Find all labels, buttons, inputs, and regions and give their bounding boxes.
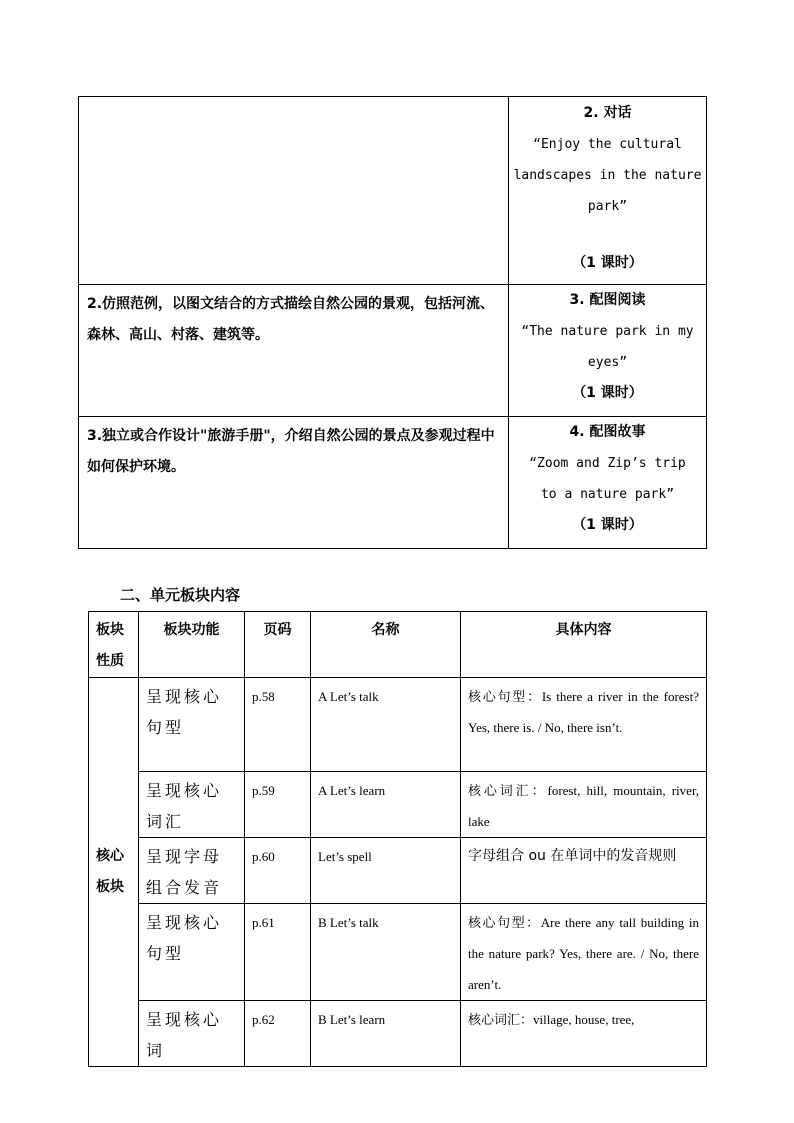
lesson-line: “Enjoy the cultural bbox=[533, 137, 682, 152]
function-cell: 呈现核心句型 bbox=[139, 904, 245, 1001]
table-row bbox=[89, 1001, 707, 1067]
section-title: 二、单元板块内容 bbox=[120, 586, 241, 604]
lesson-hours: （1 课时） bbox=[572, 517, 643, 533]
function-cell: 呈现字母组合发音 bbox=[139, 838, 245, 904]
page-cell: p.62 bbox=[245, 1001, 311, 1067]
content-cell: 核心词汇：village, house, tree, bbox=[461, 1001, 707, 1067]
header-cell: 具体内容 bbox=[461, 612, 707, 678]
header-cell: 板块性质 bbox=[89, 612, 139, 678]
page-cell: p.58 bbox=[245, 678, 311, 772]
function-cell: 呈现核心词汇 bbox=[139, 772, 245, 838]
unit-content-table bbox=[88, 611, 707, 1067]
lesson-line: “Zoom and Zip’s trip bbox=[529, 456, 686, 471]
header-row bbox=[89, 612, 707, 678]
page-cell: p.60 bbox=[245, 838, 311, 904]
header-cell: 板块功能 bbox=[139, 612, 245, 678]
lesson-title: 4. 配图故事 bbox=[569, 424, 646, 440]
lesson-hours: （1 课时） bbox=[572, 255, 643, 271]
lesson-title: 3. 配图阅读 bbox=[569, 292, 646, 308]
content-cell: 核心句型：Is there a river in the forest? Yes, there is. / No, there isn’t. bbox=[461, 678, 707, 772]
goal-cell: 2.仿照范例，以图文结合的方式描绘自然公园的景观，包括河流、森林、高山、村落、建筑等。 bbox=[79, 285, 509, 417]
lesson-cell bbox=[509, 417, 707, 549]
category-cell: 核心板块 bbox=[89, 678, 139, 1067]
goal-cell: 3.独立或合作设计"旅游手册"，介绍自然公园的景点及参观过程中如何保护环境。 bbox=[79, 417, 509, 549]
page-cell: p.61 bbox=[245, 904, 311, 1001]
lesson-line: park” bbox=[587, 199, 628, 214]
lesson-line: eyes” bbox=[587, 355, 628, 370]
table-row bbox=[79, 97, 707, 285]
name-cell: B Let’s learn bbox=[311, 1001, 461, 1067]
content-cell: 核心句型：Are there any tall building in the nature park? Yes, there are. / No, there aren’t. bbox=[461, 904, 707, 1001]
function-cell: 呈现核心词 bbox=[139, 1001, 245, 1067]
lesson-line: “The nature park in my bbox=[521, 324, 694, 339]
header-cell: 名称 bbox=[311, 612, 461, 678]
goal-cell bbox=[79, 97, 509, 285]
lesson-plan-table bbox=[78, 96, 707, 549]
lesson-line: landscapes in the nature bbox=[513, 168, 702, 183]
table-row bbox=[79, 417, 707, 549]
name-cell: B Let’s talk bbox=[311, 904, 461, 1001]
lesson-title: 2. 对话 bbox=[583, 105, 632, 121]
header-cell: 页码 bbox=[245, 612, 311, 678]
name-cell: A Let’s talk bbox=[311, 678, 461, 772]
content-cell: 字母组合 ou 在单词中的发音规则 bbox=[461, 838, 707, 904]
lesson-line: to a nature park” bbox=[540, 487, 675, 502]
name-cell: Let’s spell bbox=[311, 838, 461, 904]
lesson-cell bbox=[509, 285, 707, 417]
name-cell: A Let’s learn bbox=[311, 772, 461, 838]
lesson-hours: （1 课时） bbox=[572, 385, 643, 401]
table-row bbox=[89, 904, 707, 1001]
table-row bbox=[79, 285, 707, 417]
page-cell: p.59 bbox=[245, 772, 311, 838]
content-cell: 核心词汇：forest, hill, mountain, river, lake bbox=[461, 772, 707, 838]
table-row bbox=[89, 678, 707, 772]
table-row bbox=[89, 772, 707, 838]
lesson-cell bbox=[509, 97, 707, 285]
table-row bbox=[89, 838, 707, 904]
function-cell: 呈现核心句型 bbox=[139, 678, 245, 772]
